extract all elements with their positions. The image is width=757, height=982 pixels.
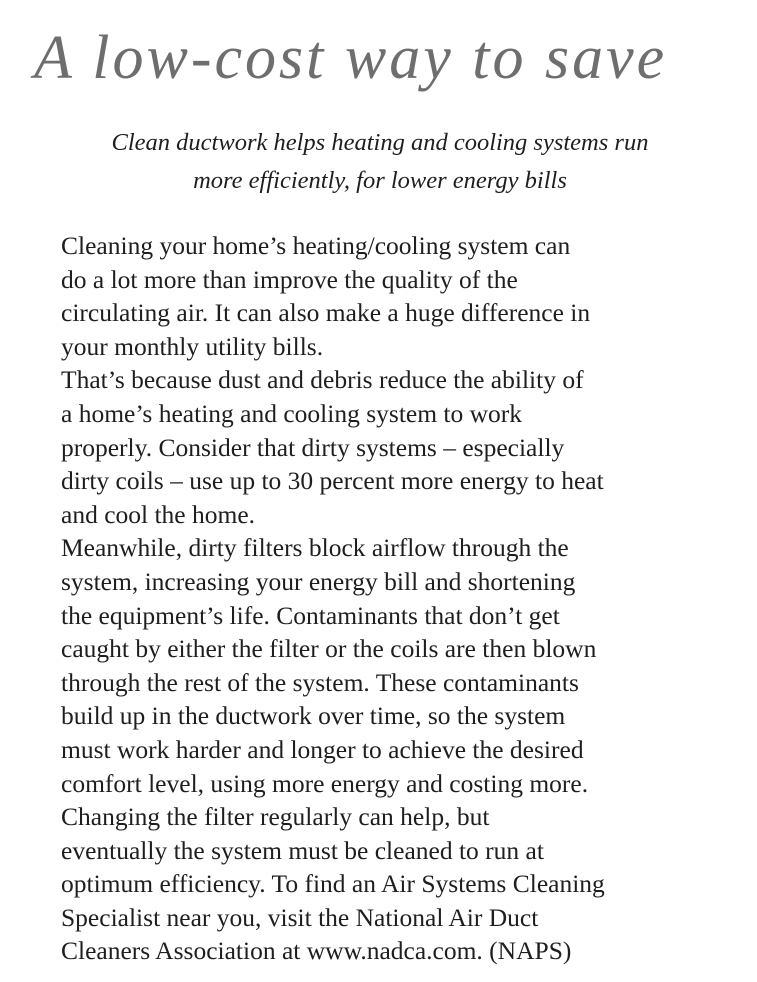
- subheadline: [30, 124, 730, 200]
- text-line: eventually the system must be cleaned to run at: [61, 835, 544, 865]
- paragraph-4: [34, 800, 724, 968]
- text-line: your monthly utility bills.: [61, 331, 324, 361]
- article-body: [34, 229, 724, 968]
- text-line: comfort level, using more energy and costing more.: [61, 768, 589, 798]
- text-line: That’s because dust and debris reduce the ability of: [61, 365, 584, 395]
- text-line: the equipment’s life. Contaminants that don’t get: [61, 600, 560, 630]
- text-line: do a lot more than improve the quality of the: [61, 264, 518, 294]
- subheadline-line: Clean ductwork helps heating and cooling systems run: [111, 129, 649, 156]
- text-line: properly. Consider that dirty systems – especially: [61, 432, 565, 462]
- text-line: through the rest of the system. These contaminants: [61, 667, 579, 697]
- text-line: circulating air. It can also make a huge difference in: [61, 298, 591, 328]
- subheadline-line: more efficiently, for lower energy bills: [193, 167, 567, 194]
- text-line: build up in the ductwork over time, so the system: [61, 701, 566, 731]
- headline: A low-cost way to save: [34, 24, 668, 92]
- paragraph-3: [34, 531, 724, 800]
- paragraph-1: [34, 229, 724, 363]
- text-line: caught by either the filter or the coils are then blown: [61, 634, 597, 664]
- text-line: Meanwhile, dirty filters block airflow through the: [61, 533, 569, 563]
- text-line: Changing the filter regularly can help, but: [61, 802, 490, 832]
- text-line: Cleaning your home’s heating/cooling system can: [61, 231, 571, 260]
- text-line: and cool the home.: [61, 499, 256, 529]
- text-line: Cleaners Association at www.nadca.com. (NAPS): [61, 936, 572, 966]
- text-line: Specialist near you, visit the National Air Duct: [61, 902, 539, 932]
- text-line: a home’s heating and cooling system to work: [61, 398, 523, 428]
- text-line: system, increasing your energy bill and shortening: [61, 566, 576, 596]
- text-line: must work harder and longer to achieve the desired: [61, 734, 584, 764]
- text-line: dirty coils – use up to 30 percent more energy to heat: [61, 466, 604, 496]
- paragraph-2: [34, 363, 724, 531]
- text-line: optimum efficiency. To find an Air Systems Cleaning: [61, 869, 605, 899]
